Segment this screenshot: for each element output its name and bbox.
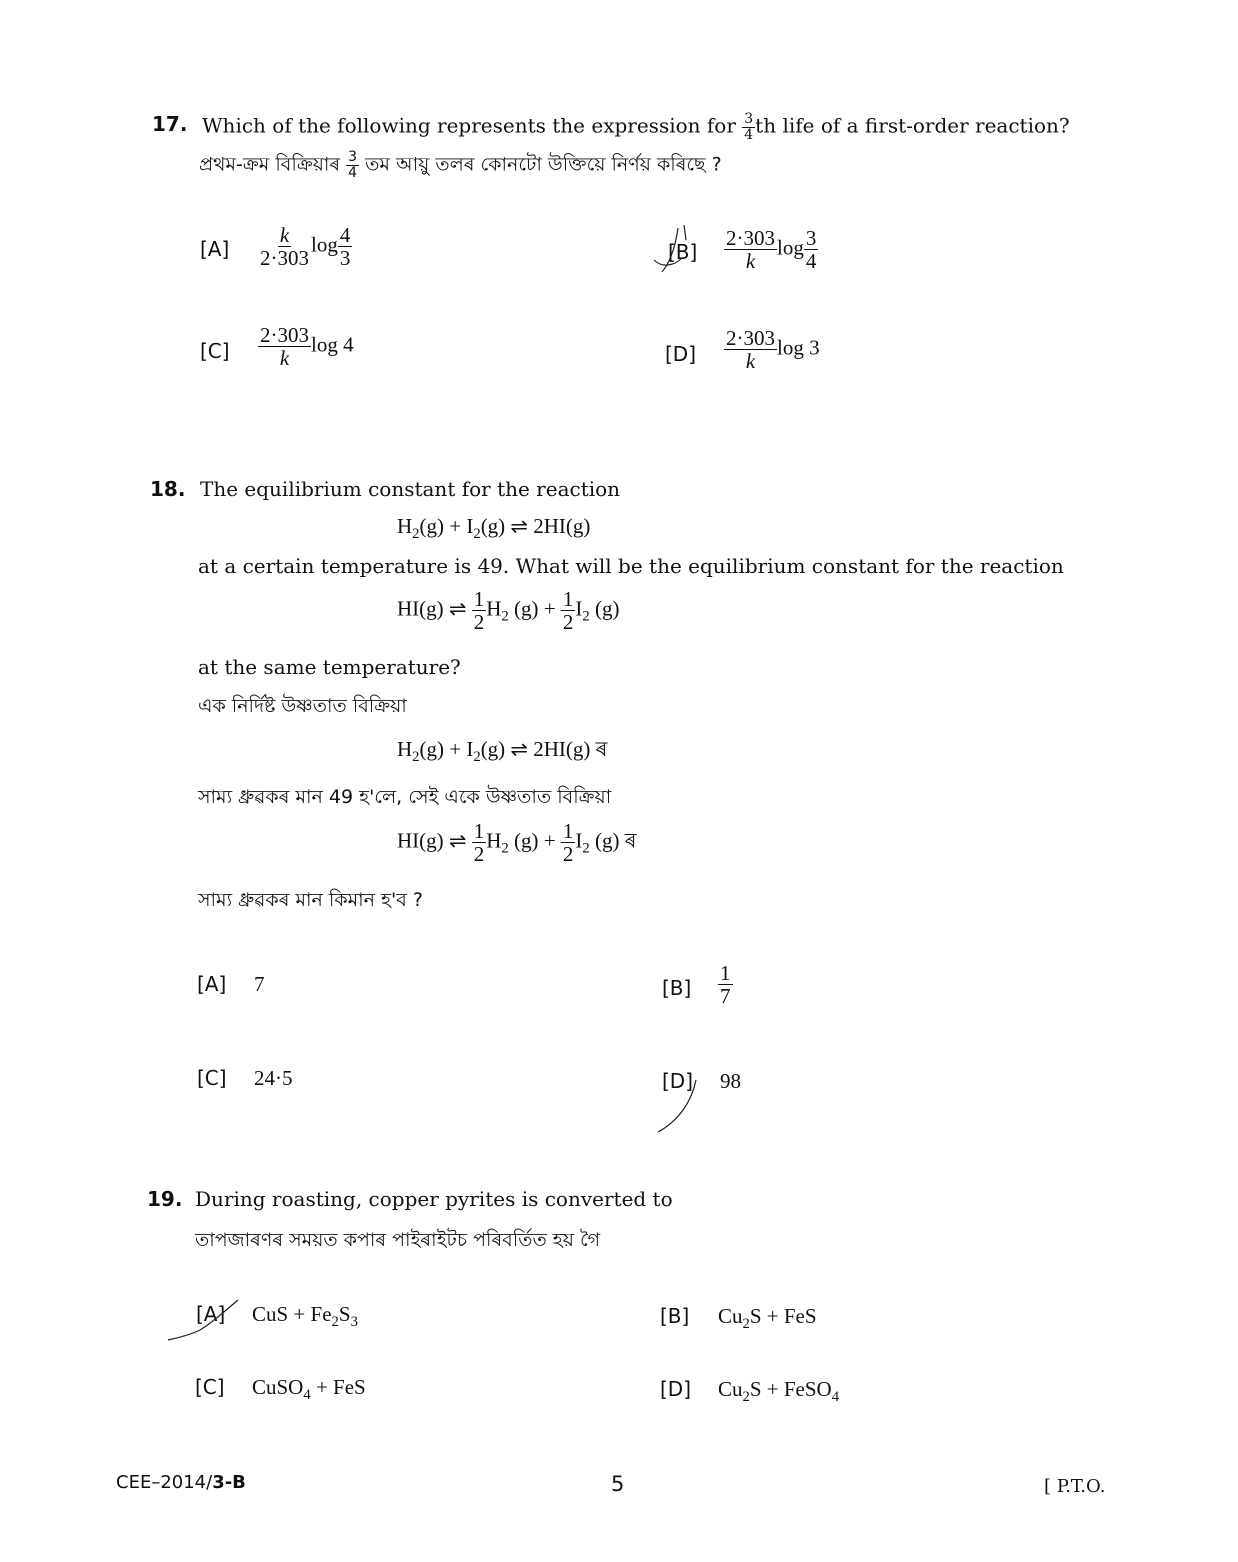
q17-number: 17.	[152, 112, 188, 136]
tick-mark-q18	[650, 1074, 710, 1138]
q18-option-a-value: 7	[254, 972, 265, 996]
q18-option-b-value: $\frac{1}{7}$	[720, 961, 731, 1009]
q18-equation-2: HI(g) ⇌ $\frac{1}{2}$ $H_2$ (g) + $\frac{1}{2}$ $I_2$ (g)	[397, 587, 620, 635]
q18-line3: at the same temperature?	[198, 655, 461, 679]
footer-pto: [ P.T.O.	[1044, 1476, 1106, 1497]
q17-option-d-label[interactable]: [D]	[665, 342, 697, 366]
q18-bn3: সাম্য ধ্ৰুৱকৰ মান কিমান হ'ব ?	[198, 889, 423, 911]
q17-option-b-label[interactable]: [B]	[668, 240, 698, 264]
q17-text-en: Which of the following represents the expression for $\frac{3}{4}$ th life of a first-order reaction?	[202, 111, 1070, 143]
q18-option-b-label[interactable]: [B]	[662, 976, 692, 1000]
footer-code: CEE–2014/3-B	[116, 1472, 246, 1493]
q17-option-a-label[interactable]: [A]	[200, 237, 230, 261]
q18-option-d-label[interactable]: [D]	[662, 1069, 694, 1093]
q18-option-a-label[interactable]: [A]	[197, 972, 227, 996]
q18-bn1: এক নিৰ্দিষ্ট উষ্ণতাত বিক্ৰিয়া	[198, 695, 407, 717]
q19-number: 19.	[147, 1187, 183, 1211]
q18-option-d-value: 98	[720, 1069, 741, 1093]
q19-option-d-formula: $Cu_2S$ + FeSO$_4$	[718, 1377, 840, 1406]
footer-page-number: 5	[611, 1472, 625, 1496]
tick-mark-q19	[160, 1296, 240, 1344]
q19-option-a-label[interactable]: [A]	[196, 1302, 226, 1326]
q18-line1: The equilibrium constant for the reaction	[200, 477, 621, 501]
q17-option-b-expression: $\frac{2\cdot 303}{k}$ log $\frac{3}{4}$	[726, 226, 817, 274]
q19-option-b-label[interactable]: [B]	[660, 1304, 690, 1328]
q19-option-c-label[interactable]: [C]	[195, 1375, 225, 1399]
tick-mark-q17	[648, 220, 698, 280]
q17-option-c-expression: $\frac{2\cdot 303}{k}$ log 4	[260, 323, 354, 371]
q19-option-a-formula: CuS + $Fe_2S_3$	[252, 1302, 358, 1331]
q19-option-c-formula: CuSO$_4$ + FeS	[252, 1375, 366, 1404]
q19-text-bn: তাপজাৰণৰ সময়ত কপাৰ পাইৰাইটচ পৰিবৰ্তিত হয় গৈ	[195, 1229, 601, 1251]
q18-equation-3: $H_2(g) + I_2(g)$ ⇌ 2HI(g) ৰ	[397, 737, 608, 766]
q17-option-d-expression: $\frac{2\cdot 303}{k}$ log 3	[726, 326, 820, 374]
q17-option-a-expression: $\frac{k}{2\cdot 303}$ log $\frac{4}{3}$	[260, 223, 351, 271]
q18-equation-1: $H_2(g) + I_2(g)$ ⇌ 2HI(g)	[397, 514, 591, 543]
q18-option-c-value: 24·5	[254, 1066, 293, 1090]
q18-option-c-label[interactable]: [C]	[197, 1066, 227, 1090]
q17-text-bn: প্ৰথম-ক্ৰম বিক্ৰিয়াৰ $\frac{3}{4}$ তম আয়ু তলৰ কোনটো উক্তিয়ে নিৰ্ণয় কৰিছে ?	[199, 149, 722, 181]
q17-option-c-label[interactable]: [C]	[200, 339, 230, 363]
q19-option-b-formula: $Cu_2S$ + FeS	[718, 1304, 817, 1333]
q18-bn2: সাম্য ধ্ৰুৱকৰ মান 49 হ'লে, সেই একে উষ্ণতাত বিক্ৰিয়া	[198, 786, 612, 808]
q18-number: 18.	[150, 477, 186, 501]
q19-option-d-label[interactable]: [D]	[660, 1377, 692, 1401]
q18-line2: at a certain temperature is 49. What will be the equilibrium constant for the reaction	[198, 554, 1064, 578]
q19-text-en: During roasting, copper pyrites is converted to	[195, 1187, 673, 1211]
q18-equation-4: HI(g) ⇌ $\frac{1}{2}$ $H_2$ (g) + $\frac{1}{2}$ $I_2$ (g) ৰ	[397, 819, 637, 867]
